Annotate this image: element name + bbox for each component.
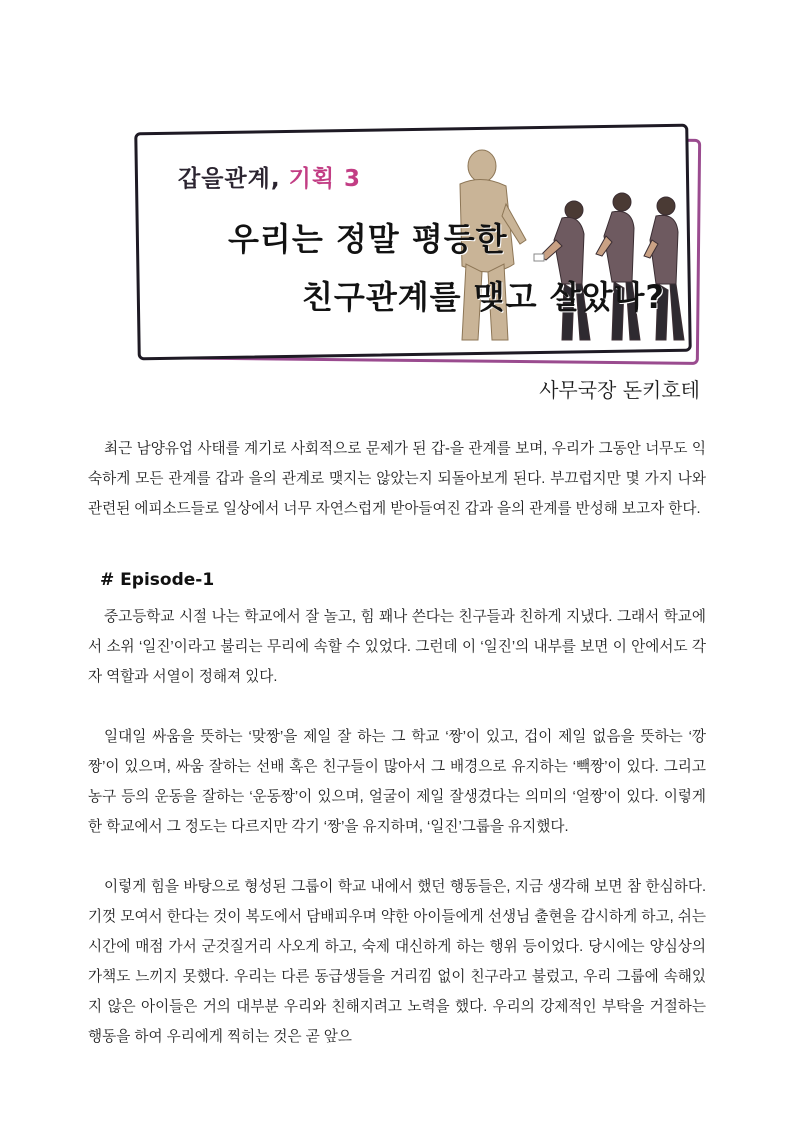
- headline-line-2: 친구관계를 맺고 살았나?: [302, 278, 665, 316]
- series-number: 기획 3: [288, 166, 362, 192]
- intro-paragraph: 최근 남양유업 사태를 계기로 사회적으로 문제가 된 갑-을 관계를 보며, 우리가 그동안 너무도 익숙하게 모든 관계를 갑과 을의 관계로 맺지는 않았는지 되돌아보게 된다. 부끄럽지만 몇 가지 나와 관련된 에피소드들로 일상에서 너무 자연스럽게 받아들여진 갑과 을의 관계를 반성해 보고자 한다.: [88, 441, 706, 517]
- headline-line-1: 우리는 정말 평등한: [228, 220, 508, 258]
- episode-section: [88, 602, 706, 1052]
- episode-paragraph-3: 이렇게 힘을 바탕으로 형성된 그룹이 학교 내에서 했던 행동들은, 지금 생각해 보면 참 한심하다. 기껏 모여서 한다는 것이 복도에서 담배피우며 약한 아이들에게 선생님 출현을 감시하게 하고, 쉬는 시간에 매점 가서 군것질거리 사오게 하고, 숙제 대신하게 하는 행위 등이었다. 당시에는 양심상의 가책도 느끼지 못했다. 우리는 다른 동급생들을 거리낌 없이 친구라고 불렀고, 우리 그룹에 속해있지 않은 아이들은 거의 대부분 우리와 친해지려고 노력을 했다. 우리의 강제적인 부탁을 거절하는 행동을 하여 우리에게 찍히는 것은 곧 앞으: [88, 879, 706, 1045]
- intro-section: [88, 434, 706, 524]
- series-tag-label: 갑을관계,: [178, 166, 281, 192]
- episode-heading: # Episode-1: [100, 570, 215, 590]
- title-banner: [132, 124, 702, 362]
- episode-paragraph-2: 일대일 싸움을 뜻하는 ‘맞짱’을 제일 잘 하는 그 학교 ‘짱’이 있고, 겁이 제일 없음을 뜻하는 ‘깡짱’이 있으며, 싸움 잘하는 선배 혹은 친구들이 많아서 그 배경으로 유지하는 ‘빽짱’이 있다. 그리고 농구 등의 운동을 잘하는 ‘운동짱’이 있으며, 얼굴이 제일 잘생겼다는 의미의 ‘얼짱’이 있다. 이렇게 한 학교에서 그 정도는 다르지만 각기 ‘짱’을 유지하며, ‘일진’그룹을 유지했다.: [88, 729, 706, 835]
- author-byline: 사무국장 돈키호테: [539, 378, 700, 402]
- series-tag: [178, 160, 361, 193]
- episode-paragraph-1: 중고등학교 시절 나는 학교에서 잘 놀고, 힘 꽤나 쓴다는 친구들과 친하게 지냈다. 그래서 학교에서 소위 ‘일진’이라고 불리는 무리에 속할 수 있었다. 그런데 이 ‘일진’의 내부를 보면 이 안에서도 각자 역할과 서열이 정해져 있다.: [88, 609, 706, 685]
